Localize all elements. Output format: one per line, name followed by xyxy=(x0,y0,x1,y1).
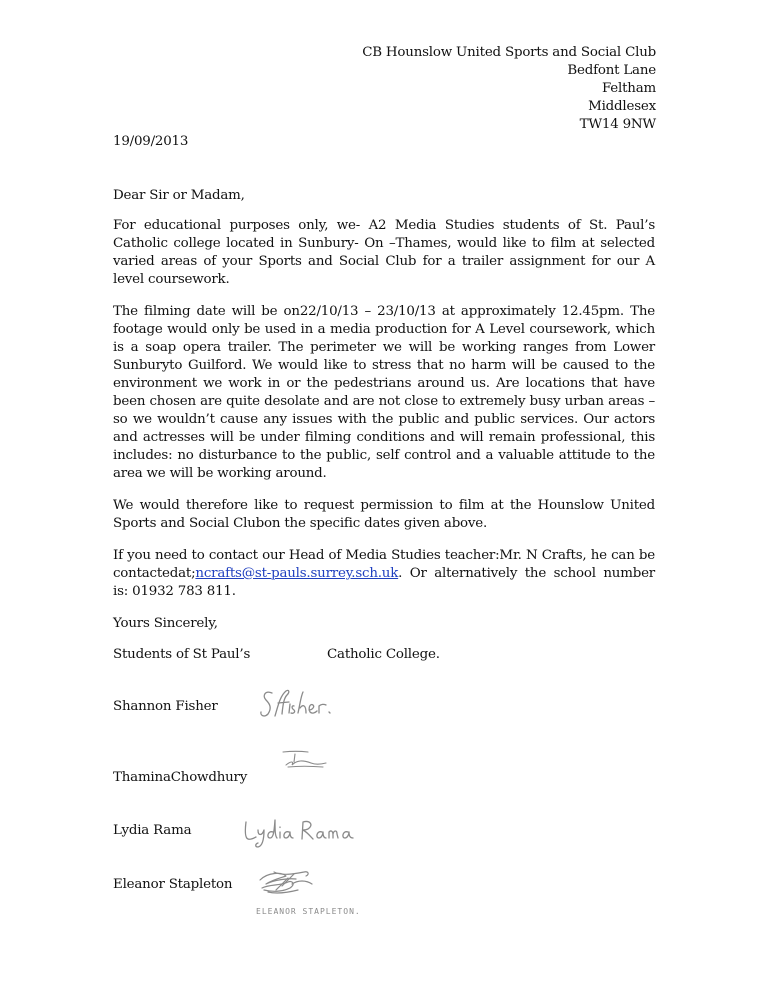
closing: Yours Sincerely, xyxy=(113,616,218,631)
signature-printed-name: ELEANOR STAPLETON. xyxy=(256,907,361,916)
paragraph-details: The filming date will be on22/10/13 – 23/10/13 at approximately 12.45pm. The footage would only be used in a media production for A Level coursework, which is a soap opera trailer. The perimeter we will be working ranges from Lower Sunburyto Guilford. We would like to stress that no harm will be caused to the environment we work in or the pedestrians around us. Are locations that have been chosen are quite desolate and are not close to extremely busy urban areas – so we wouldn’t cause any issues with the public and public services. Our actors and actresses will be under filming conditions and will remain professional, this includes: no disturbance to the public, self control and a valuable attitude to the area we will be working around. xyxy=(113,304,655,481)
signatory-name: Eleanor Stapleton xyxy=(113,877,233,892)
address-line: Feltham xyxy=(601,81,656,96)
contact-text-after: . Or alternatively the school number is: 01932 783 811. xyxy=(113,566,655,599)
address-line: TW14 9NW xyxy=(579,117,656,132)
signature-lydia-rama xyxy=(240,816,360,850)
paragraph-contact xyxy=(113,547,655,601)
paragraph-purpose: For educational purposes only, we- A2 Media Studies students of St. Paul’s Catholic college located in Sunbury- On –Thames, would like to film at selected varied areas of your Sports and Social Club for a trailer assignment for our A level coursework. xyxy=(113,218,655,287)
signature-shannon-fisher xyxy=(256,684,340,724)
address-line: Bedfont Lane xyxy=(567,63,656,78)
contact-text: If you need to contact our Head of Media Studies teacher:Mr. N Crafts, he can be contactedat; xyxy=(113,548,655,581)
salutation: Dear Sir or Madam, xyxy=(113,188,245,203)
signature-eleanor-stapleton xyxy=(252,866,376,922)
signatory-name: Shannon Fisher xyxy=(113,699,218,714)
address-line: CB Hounslow United Sports and Social Club xyxy=(362,45,656,60)
letter-date: 19/09/2013 xyxy=(113,134,189,149)
signature-thamina-chowdhury xyxy=(278,748,330,772)
signatory-name: Lydia Rama xyxy=(113,823,192,838)
signatory-name: ThaminaChowdhury xyxy=(113,770,248,785)
recipient-address xyxy=(362,44,656,134)
address-line: Middlesex xyxy=(588,99,656,114)
email-link[interactable]: ncrafts@st-pauls.surrey.sch.uk xyxy=(195,566,399,581)
from-line-part2: Catholic College. xyxy=(327,647,440,662)
from-line-part1: Students of St Paul’s xyxy=(113,647,251,662)
paragraph-request: We would therefore like to request permission to film at the Hounslow United Sports and Social Clubon the specific dates given above. xyxy=(113,498,655,531)
letter-body xyxy=(113,187,655,647)
